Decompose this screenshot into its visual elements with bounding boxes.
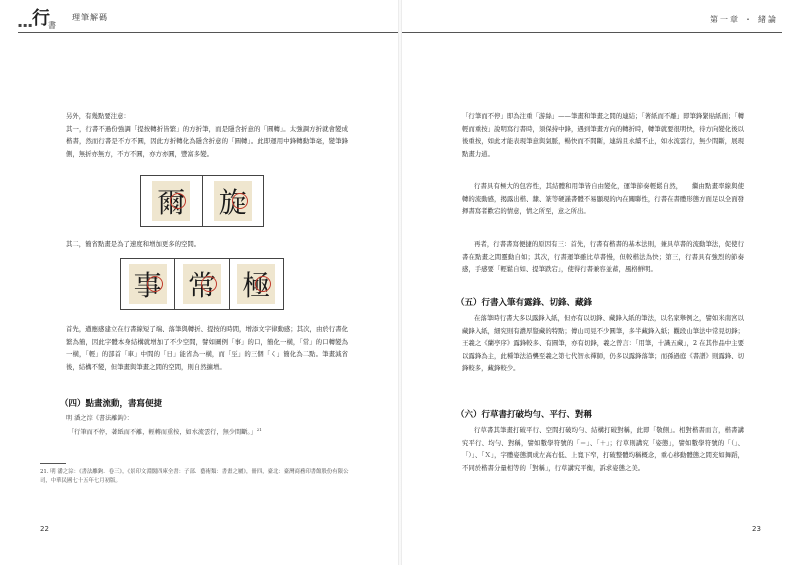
calligraphy-example-2 — [120, 258, 284, 310]
paragraph: 行草書其筆畫打破平行、空間打破均勻、結構打破對稱，此即「敬側」。相對楷書而言，楷書講究平行、均勻、對稱，譬如數學符號的「＝」、「＋」；行草則講究「姿態」，譬如數學符號的「（」、「）」、「Ｘ」，字體姿態潤成左高右低、上寬下窄，打破整體均稱概念，重心移動體態之間充如舞蹈，不同於楷書分量相等的「對稱」，行草講究平衡，訴求姿態之美。 — [462, 426, 744, 472]
text-block — [66, 110, 348, 160]
header-rule — [18, 32, 398, 33]
calligraphy-image — [183, 264, 221, 304]
calligraphy-cell — [141, 176, 203, 226]
right-page — [402, 0, 800, 565]
paragraph: 另外，有幾點要注意： — [66, 112, 130, 120]
paragraph: 在落筆時行書大多以露鋒入紙，但亦有以切鋒、藏鋒入紙的筆法，以名家舉例之，譬如米南宮以藏鋒入紙，細究則有濃厚豎藏的特點；傳山司見不少圓筆，多半藏鋒入紙；觀段山筆法中常見切鋒；王羲之《蘭亭序》露鋒較多、有圓筆，亦有切鋒，羲之曾言：「用筆，十識五藏」，2 在其作品中主要以露鋒為主，此種筆法沿襲至羲之第七代智永禪師，仍多以露鋒落筆；而孫過庭《書譜》則露鋒、切鋒較多，藏鋒較少。 — [462, 314, 744, 372]
calligraphy-cell — [175, 259, 229, 309]
calligraphy-char: 常 — [187, 269, 216, 302]
quote-text — [66, 424, 348, 438]
calligraphy-cell — [230, 259, 283, 309]
paragraph: 其二，簡省點畫是為了速度和增加更多的空間。 — [66, 240, 201, 248]
highlight-circle — [232, 193, 248, 209]
paragraph: 行書具有極大的包容性，其結體和用筆皆自由變化，運筆節奏輕鬆自然， 繼由點畫率線與使轉的流動感，揭露出楷、隸、篆等硬謹書體不易顯現的內在關聯性，行書在書體形態方面足以全面發揮書寫者歡宕的情意，情之所至，意之所出。 — [462, 182, 744, 215]
text-block — [462, 180, 744, 218]
logo-char-small: 書 — [48, 21, 56, 30]
left-page — [0, 0, 398, 565]
logo-dots: ▪▪▪ — [18, 22, 34, 29]
running-title: 理筆解碼 — [72, 13, 108, 22]
chapter-number: 第一章 — [710, 15, 740, 24]
paragraph: 「行筆而不停」即為注重「游絲」——筆畫和筆畫之間的連結；「著紙而不離」即筆鋒緊貼紙面；「轉輕而重按」說明寫行書時，須保持中鋒，遇到筆畫方向的轉折時，轉筆就要很明快，待方向變化後以後重按，如此才能表現筆意與氣脈，暢快而不間斷，連綿且永續不止，如水流雲行，無少間斷，展現點畫力道。 — [462, 112, 744, 158]
calligraphy-image — [129, 264, 167, 304]
calligraphy-image — [237, 264, 275, 304]
text-block — [462, 238, 744, 276]
paragraph: 首先，遒應感建立在行書線短了端、落筆與轉折、提按的時間，增添文字律動感；其次，由於行書化繁為簡，因此字體本身結構就增加了不少空間，譬如圖例「事」的口，簡化一橫，「常」的口轉變為一橫，「輕」的部首「車」中間的「日」能省為一橫，而「巠」的三個「く」簡化為二點。筆畫減省後，結構不變，但筆畫與筆畫之間的空間，則自然擴增。 — [66, 325, 348, 371]
text-block — [462, 424, 744, 474]
text-block — [462, 312, 744, 375]
paragraph: 再者，行書書寫便捷的原因有三：首先，行書有楷書的基本法則，兼具草書的流動筆法，促使行書在點畫之間靈動自如；其次，行書運筆雖比草書慢，但較楷法為快；第三，行書具有強烈的節奏感，手感要「輕鬆自如、提筆跌宕」，使得行書兼容並蓄，風格鮮明。 — [462, 240, 744, 273]
calligraphy-char: 極 — [242, 269, 271, 302]
calligraphy-image — [152, 181, 190, 221]
highlight-circle — [201, 276, 217, 292]
quote-body: 「行筆而不停，著紙而不離，輕轉而重按，如水流雲行，無少間斷。」 — [68, 429, 257, 437]
header-rule — [402, 32, 782, 33]
footnote-ref: 21 — [256, 427, 262, 432]
calligraphy-image — [214, 181, 252, 221]
footnote: 21. 明 潘之淙：《書法離鉤．卷三》，《景印文淵閣四庫全書：子部．藝術類：書畫之屬》，冊四，臺北：臺灣商務印書館股份有限公司，中華民國七十五年七月初版。 — [40, 469, 349, 484]
chapter-name: 緒論 — [758, 15, 778, 24]
chapter-separator: ・ — [744, 15, 754, 24]
calligraphy-example-1 — [140, 175, 264, 227]
calligraphy-char: 事 — [133, 269, 162, 302]
text-block — [66, 238, 348, 251]
section-heading: （四）點畫流動，書寫便捷 — [60, 399, 163, 409]
calligraphy-char: 旋 — [218, 186, 247, 219]
footnote-rule — [40, 463, 66, 464]
section-heading: （五）行書入筆有露鋒、切鋒、藏鋒 — [456, 298, 593, 308]
page-number: 22 — [40, 525, 49, 533]
text-block — [66, 323, 348, 373]
quote-block — [66, 413, 348, 438]
calligraphy-cell — [203, 176, 264, 226]
quote-source: 明 潘之淙《書法離鉤》： — [66, 415, 133, 422]
page-number: 23 — [752, 525, 761, 533]
logo-char: 行 — [32, 8, 50, 29]
book-logo — [18, 6, 68, 32]
chapter-header — [706, 14, 778, 25]
calligraphy-char: 爾 — [157, 186, 186, 219]
text-block — [462, 110, 744, 160]
section-heading: （六）行草書打破均勻、平行、對稱 — [456, 410, 593, 420]
highlight-circle — [147, 276, 163, 292]
calligraphy-cell — [121, 259, 175, 309]
paragraph: 其一，行書不過份強調「提按轉折皆繁」的方折筆，而是隱含折意的「圓轉」。太強調方折就會變成楷書，然而行書是不方不圓，因此方折轉化為隱含折意的「圓轉」。此即運用中鋒轉動筆毫，變筆鋒側，無折亦無方，不方不圓，亦方亦圓，豐富多變。 — [66, 124, 348, 158]
